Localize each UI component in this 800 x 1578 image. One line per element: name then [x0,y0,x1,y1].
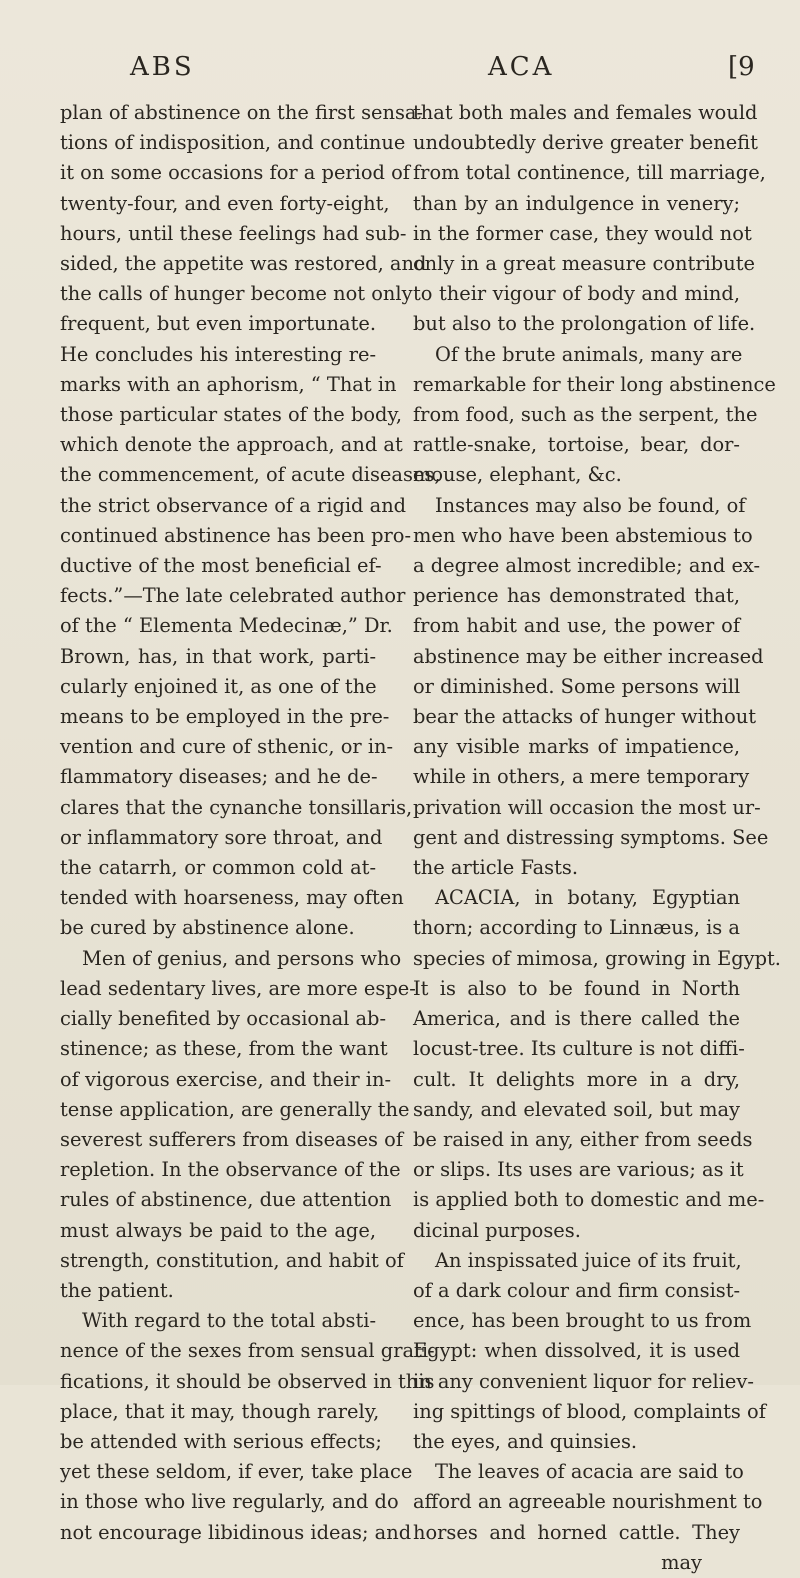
text-line: sided, the appetite was restored, and [60,252,427,276]
text-line: clares that the cynanche tonsillaris, [60,795,413,819]
text-line: be cured by abstinence alone. [60,916,355,940]
text-line: of the “ Elementa Medecinæ,” Dr. [60,614,393,638]
text-line: that both males and females would [413,101,758,124]
text-line: species of mimosa, growing in Egypt. [413,946,781,970]
text-line: fects.”—The late celebrated author [60,584,406,608]
text-line: a degree almost incredible; and ex- [413,554,761,578]
text-line: ence, has been brought to us from [413,1309,752,1333]
text-line: the strict observance of a rigid and [60,493,407,517]
text-line: privation will occasion the most ur- [413,795,761,819]
text-line: marks with an aphorism, “ That in [60,372,397,396]
text-line: those particular states of the body, [60,403,402,427]
text-line: tions of indisposition, and continue [60,131,406,155]
text-line: of vigorous exercise, and their in- [60,1067,392,1091]
text-line: frequent, but even importunate. [60,312,377,336]
text-line: cially benefited by occasional ab- [60,1007,387,1031]
text-line: be attended with serious effects; [60,1429,382,1453]
text-line: Egypt: when dissolved, it is used [413,1339,740,1363]
running-header [0,52,800,92]
text-line: fications, it should be observed in this [60,1369,435,1393]
text-line: it on some occasions for a period of [60,161,410,185]
text-line: not encourage libidinous ideas; and [60,1520,412,1544]
text-line: An inspissated juice of its fruit, [435,1248,742,1272]
text-line: to their vigour of body and mind, [413,282,740,306]
text-line: repletion. In the observance of the [60,1158,401,1182]
text-line: rules of abstinence, due attention [60,1188,392,1212]
text-line: afford an agreeable nourishment to [413,1490,763,1514]
text-line: or inflammatory sore throat, and [60,825,383,849]
header-center-word: ACA [488,52,555,82]
text-line: cularly enjoined it, as one of the [60,674,377,698]
text-line: from food, such as the serpent, the [413,403,758,427]
text-line: only in a great measure contribute [413,252,755,276]
catchword: may [661,1550,702,1574]
text-line: ductive of the most beneficial ef- [60,554,382,578]
text-line: thorn; according to Linnæus, is a [413,916,740,940]
text-line: any visible marks of impatience, [413,735,740,759]
text-line: undoubtedly derive greater benefit [413,131,758,155]
text-line: yet these seldom, if ever, take place [60,1460,413,1484]
text-line: America, and is there called the [413,1007,740,1031]
text-line: Brown, has, in that work, parti- [60,644,376,668]
text-line: remarkable for their long abstinence [413,372,776,396]
text-line: the commencement, of acute diseases, [60,463,441,487]
text-line: Instances may also be found, of [435,493,746,517]
text-line: the article Fasts. [413,856,578,880]
text-line: horses and horned cattle. They [413,1520,740,1544]
text-line: tended with hoarseness, may often [60,886,404,910]
text-line: be raised in any, either from seeds [413,1127,753,1151]
text-line: Of the brute animals, many are [435,342,743,366]
text-line: The leaves of acacia are said to [435,1460,744,1484]
text-line: place, that it may, though rarely, [60,1399,380,1423]
text-line: bear the attacks of hunger without [413,705,757,729]
text-line: but also to the prolongation of life. [413,312,756,336]
text-line: the patient. [60,1278,174,1302]
text-line: abstinence may be either increased [413,644,764,668]
text-line: from habit and use, the power of [413,614,740,638]
text-line: or slips. Its uses are various; as it [413,1158,744,1182]
text-line: rattle-snake, tortoise, bear, dor- [413,433,740,457]
text-line: while in others, a mere temporary [413,765,750,789]
page-number: [9 [728,52,755,82]
text-line: tense application, are generally the [60,1097,410,1121]
text-line: the calls of hunger become not only [60,282,413,306]
text-line: twenty-four, and even forty-eight, [60,191,390,215]
text-line: cult. It delights more in a dry, [413,1067,740,1091]
text-line: lead sedentary lives, are more espe- [60,976,416,1000]
text-line: the eyes, and quinsies. [413,1429,638,1453]
text-line: It is also to be found in North [413,976,740,1000]
text-line: vention and cure of sthenic, or in- [60,735,394,759]
text-line: locust-tree. Its culture is not diffi- [413,1037,745,1061]
text-line: or diminished. Some persons will [413,674,741,698]
text-line: means to be employed in the pre- [60,705,390,729]
right-text-column [413,98,781,1578]
text-line: Men of genius, and persons who [82,946,402,970]
text-line: in any convenient liquor for reliev- [413,1369,754,1393]
text-line: ing spittings of blood, complaints of [413,1399,766,1423]
text-line: sandy, and elevated soil, but may [413,1097,740,1121]
text-line: He concludes his interesting re- [60,342,376,366]
text-line: men who have been abstemious to [413,523,753,547]
text-line: flammatory diseases; and he de- [60,765,378,789]
text-line: stinence; as these, from the want [60,1037,388,1061]
text-line: dicinal purposes. [413,1218,581,1242]
header-left-word: ABS [130,52,195,82]
text-line: gent and distressing symptoms. See [413,825,769,849]
text-line: is applied both to domestic and me- [413,1188,765,1212]
text-line: continued abstinence has been pro- [60,523,412,547]
text-line: strength, constitution, and habit of [60,1248,404,1272]
text-line: must always be paid to the age, [60,1218,376,1242]
left-text-column [60,98,441,1548]
text-line: in those who live regularly, and do [60,1490,399,1514]
text-line: nence of the sexes from sensual grati- [60,1339,435,1363]
text-line: With regard to the total absti- [82,1309,377,1333]
text-line: in the former case, they would not [413,221,752,245]
text-line: mouse, elephant, &c. [413,463,622,487]
text-line: of a dark colour and firm consist- [413,1278,741,1302]
text-line: hours, until these feelings had sub- [60,221,407,245]
text-line: plan of abstinence on the first sensa- [60,101,424,124]
text-line: ACACIA, in botany, Egyptian [435,886,740,910]
text-line: the catarrh, or common cold at- [60,856,376,880]
text-line: than by an indulgence in venery; [413,191,740,215]
text-line: which denote the approach, and at [60,433,403,457]
text-line: severest sufferers from diseases of [60,1127,403,1151]
text-line: from total continence, till marriage, [413,161,766,185]
text-line: perience has demonstrated that, [413,584,740,608]
